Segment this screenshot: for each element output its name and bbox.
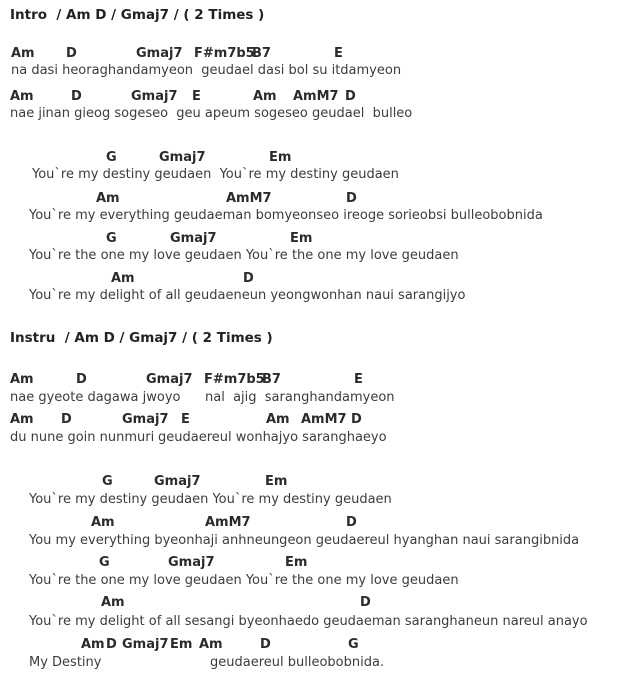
chord-label: Gmaj7	[136, 46, 183, 61]
chord-line	[0, 191, 620, 208]
lyric-text: na dasi heoraghandamyeon geudael dasi bol su itdamyeon	[11, 63, 402, 78]
lyric-text: You`re my destiny geudaen You`re my destiny geudaen	[29, 492, 392, 507]
chord-line	[0, 555, 620, 572]
chord-label: Am	[199, 637, 223, 652]
chord-label: Gmaj7	[168, 555, 215, 570]
lyric-text: nae gyeote dagawa jwoyo	[10, 390, 181, 405]
chord-line	[0, 474, 620, 491]
lyric-text: You`re my destiny geudaen You`re my destiny geudaen	[32, 167, 399, 182]
chord-label: G	[102, 474, 113, 489]
lyric-line	[0, 63, 620, 80]
chord-label: Em	[290, 231, 313, 246]
lyric-text: You my everything byeonhaji anhneungeon geudaereul hyanghan naui sarangibnida	[29, 533, 580, 548]
lyric-text: You`re my delight of all sesangi byeonhaedo geudaeman saranghaneun nareul anayo	[29, 614, 588, 629]
heading-text: Intro / Am D / Gmaj7 / ( 2 Times )	[10, 7, 265, 23]
chord-label: Am	[10, 89, 34, 104]
chord-label: Gmaj7	[122, 637, 169, 652]
chord-label: F#m7b5	[194, 46, 255, 61]
chord-label: D	[66, 46, 77, 61]
lyric-line	[0, 573, 620, 590]
chord-label: D	[243, 271, 254, 286]
chord-line	[0, 150, 620, 167]
lyric-line	[0, 208, 620, 225]
section-heading	[0, 7, 620, 24]
lyric-line	[0, 106, 620, 123]
chord-label: Em	[265, 474, 288, 489]
chord-line	[0, 595, 620, 612]
chord-label: F#m7b5	[204, 372, 265, 387]
heading-text: Instru / Am D / Gmaj7 / ( 2 Times )	[10, 330, 273, 346]
chord-label: B7	[262, 372, 281, 387]
chord-label: Am	[10, 412, 34, 427]
chord-label: E	[192, 89, 201, 104]
lyric-text: My Destiny	[29, 655, 102, 670]
lyric-line	[0, 614, 620, 631]
chord-label: Am	[91, 515, 115, 530]
lyric-text: nal ajig saranghandamyeon	[205, 390, 395, 405]
chord-label: Am	[101, 595, 125, 610]
chord-label: Gmaj7	[159, 150, 206, 165]
chord-label: Am	[266, 412, 290, 427]
chord-line	[0, 412, 620, 429]
chord-line	[0, 637, 620, 654]
chord-label: D	[76, 372, 87, 387]
chord-label: D	[346, 515, 357, 530]
chord-line	[0, 231, 620, 248]
chord-label: Am	[111, 271, 135, 286]
chord-label: D	[71, 89, 82, 104]
chord-label: AmM7	[293, 89, 339, 104]
section-heading	[0, 330, 620, 347]
chord-label: D	[351, 412, 362, 427]
chord-line	[0, 515, 620, 532]
chord-label: D	[345, 89, 356, 104]
lyric-text: You`re my delight of all geudaeneun yeongwonhan naui sarangijyo	[29, 288, 466, 303]
lyric-text: du nune goin nunmuri	[10, 430, 155, 445]
chord-label: AmM7	[226, 191, 272, 206]
lyric-text: geudaereul bulleobobnida.	[210, 655, 385, 670]
chord-label: Am	[10, 372, 34, 387]
chord-label: Gmaj7	[170, 231, 217, 246]
chord-label: Gmaj7	[146, 372, 193, 387]
chord-label: E	[354, 372, 363, 387]
chord-label: AmM7	[205, 515, 251, 530]
lyric-line	[0, 492, 620, 509]
chord-label: G	[106, 150, 117, 165]
chord-line	[0, 372, 620, 389]
lyric-text: nae jinan gieog sogeseo geu apeum sogeseo geudael bulleo	[10, 106, 413, 121]
lyric-line	[0, 430, 620, 447]
chord-label: Am	[96, 191, 120, 206]
chord-label: G	[348, 637, 359, 652]
chord-label: D	[61, 412, 72, 427]
chord-label: B7	[252, 46, 271, 61]
chord-label: Gmaj7	[154, 474, 201, 489]
lyric-line	[0, 655, 620, 672]
chord-label: D	[360, 595, 371, 610]
chord-label: Em	[285, 555, 308, 570]
lyric-line	[0, 248, 620, 265]
chord-line	[0, 271, 620, 288]
chord-label: Em	[170, 637, 193, 652]
chord-label: G	[99, 555, 110, 570]
chord-label: E	[181, 412, 190, 427]
chord-label: Am	[253, 89, 277, 104]
chord-label: AmM7	[301, 412, 347, 427]
chord-label: Gmaj7	[131, 89, 178, 104]
chord-label: D	[346, 191, 357, 206]
chord-label: Em	[269, 150, 292, 165]
chord-label: E	[334, 46, 343, 61]
lyric-line	[0, 390, 620, 407]
chord-label: Gmaj7	[122, 412, 169, 427]
chord-label: D	[106, 637, 117, 652]
lyric-line	[0, 288, 620, 305]
lyric-text: You`re my everything geudaeman bomyeonseo ireoge sorieobsi bulleobobnida	[29, 208, 543, 223]
lyric-text: geudaereul wonhajyo saranghaeyo	[158, 430, 387, 445]
lyric-text: You`re the one my love geudaen You`re the one my love geudaen	[29, 573, 459, 588]
chord-label: D	[260, 637, 271, 652]
chord-label: Am	[81, 637, 105, 652]
chord-label: Am	[11, 46, 35, 61]
chord-line	[0, 89, 620, 106]
lyric-line	[0, 533, 620, 550]
chord-line	[0, 46, 620, 63]
chord-label: G	[106, 231, 117, 246]
lyric-text: You`re the one my love geudaen You`re the one my love geudaen	[29, 248, 459, 263]
lyric-line	[0, 167, 620, 184]
